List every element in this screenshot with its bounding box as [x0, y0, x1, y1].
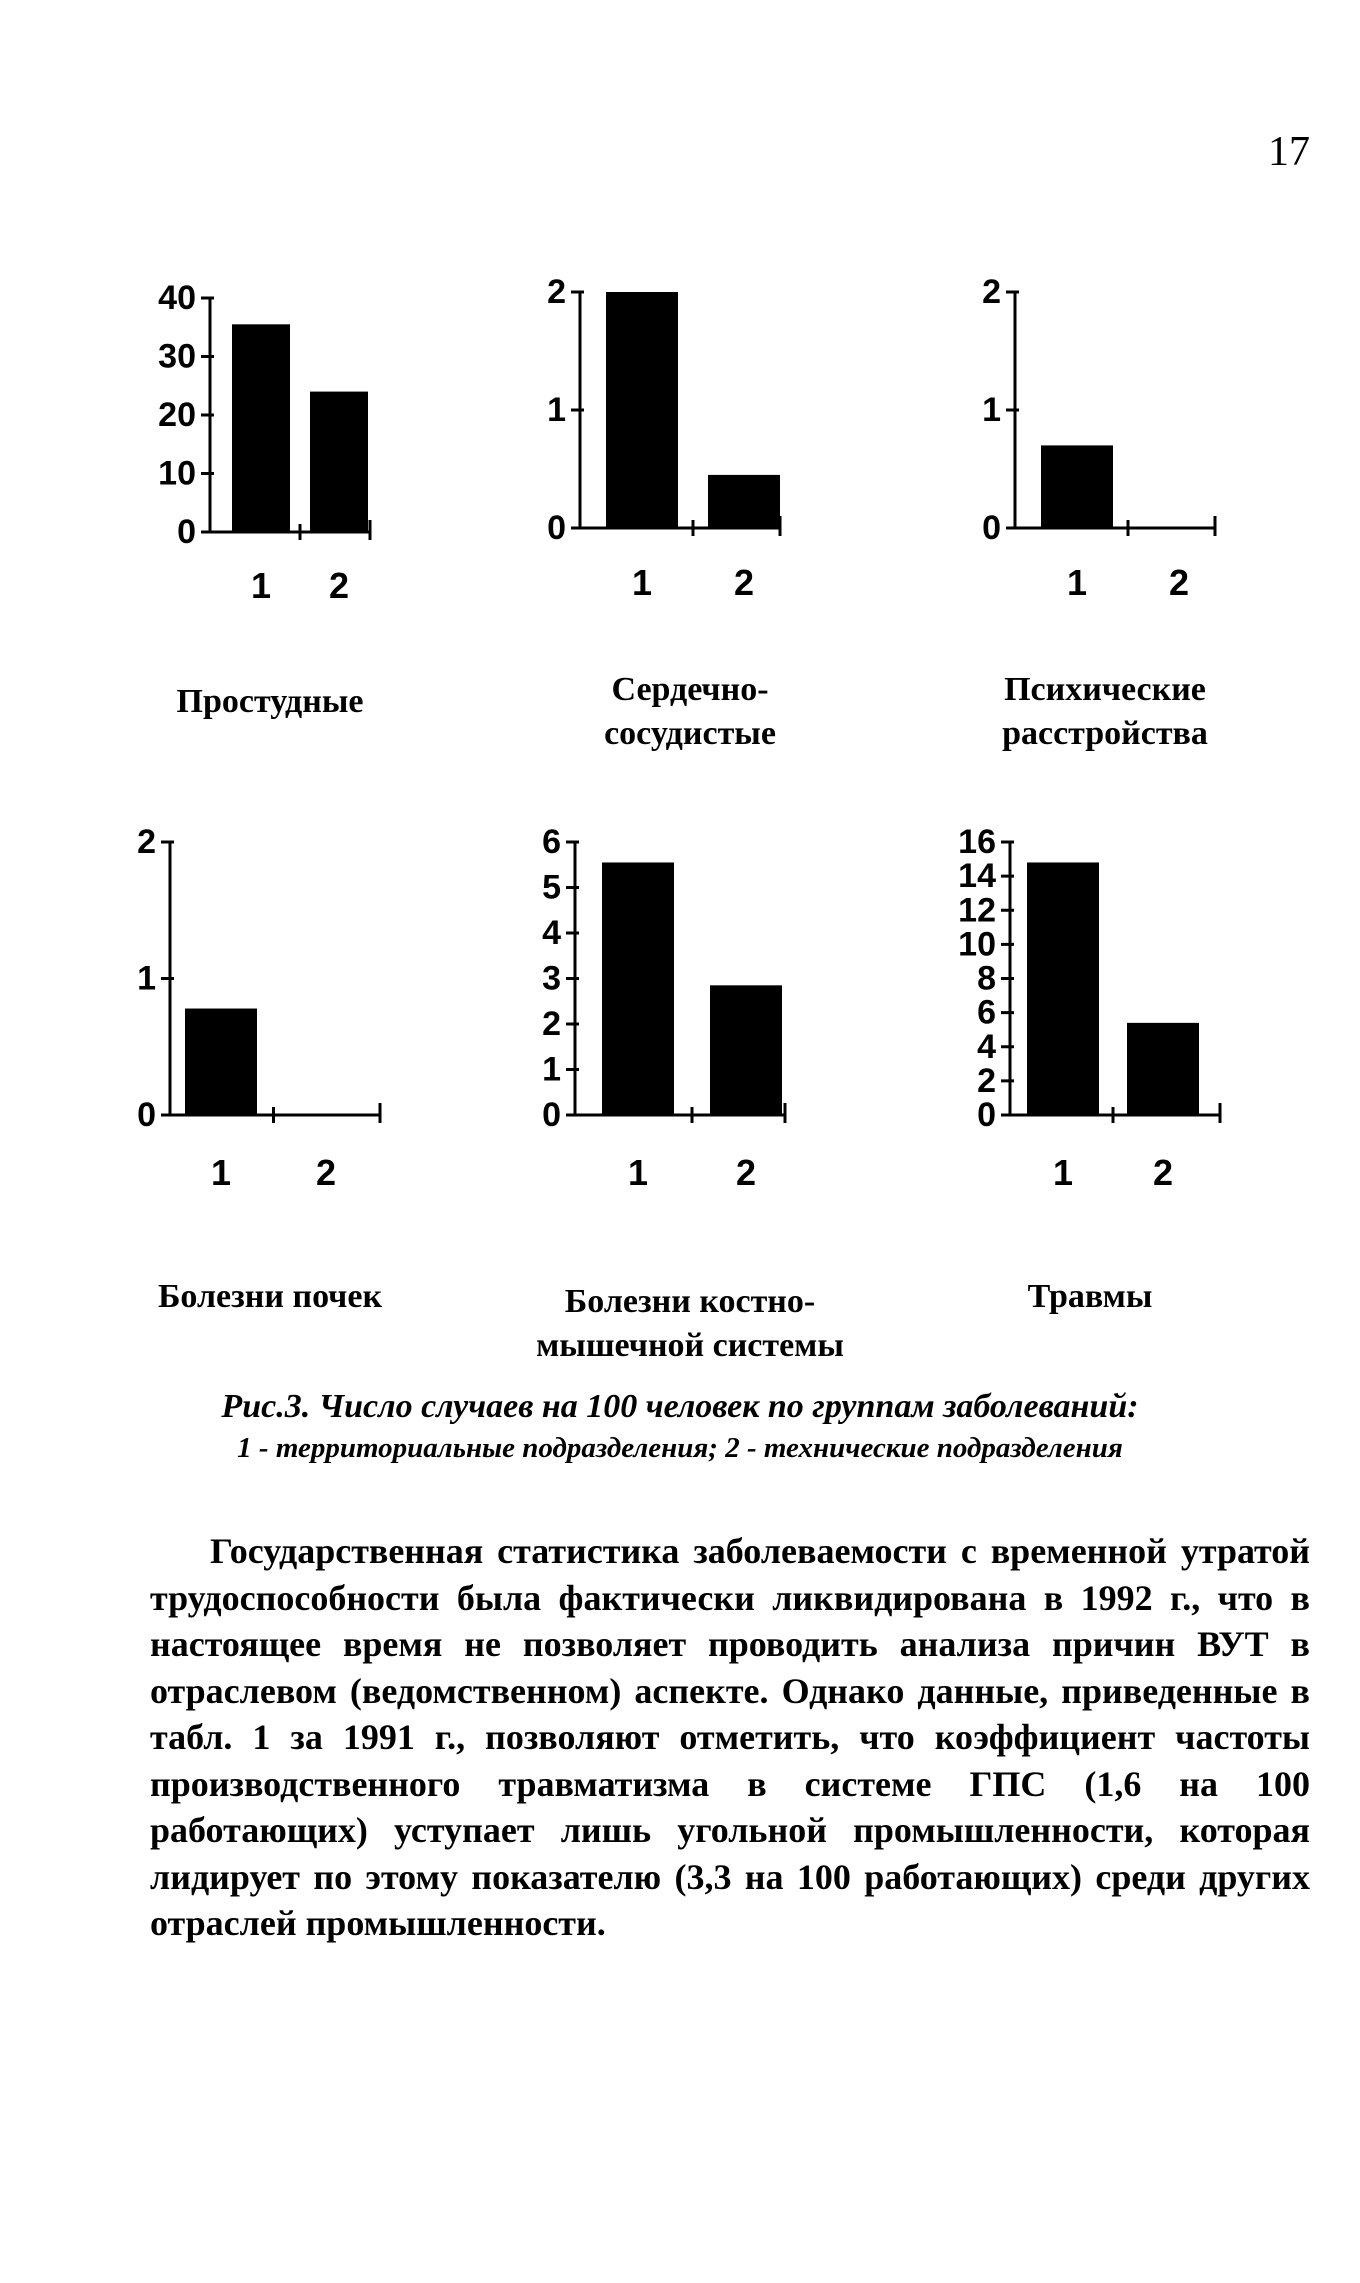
- bar-chart-svg: [520, 820, 840, 1220]
- chart-caption-line: Психические: [1004, 671, 1206, 708]
- bar-chart-svg: [520, 270, 840, 603]
- y-tick-label: 8: [977, 959, 996, 998]
- figure-legend: 1 - территориальные подразделения; 2 - технические подразделения: [237, 1432, 1123, 1464]
- y-tick-label: 0: [137, 1096, 156, 1134]
- chart-caption-line: Сердечно-: [611, 671, 769, 708]
- y-tick-label: 14: [958, 857, 996, 896]
- x-category-label: 1: [631, 562, 653, 603]
- y-tick-label: 2: [982, 273, 1001, 311]
- chart-kostno-myshechnoy: [520, 820, 840, 1193]
- x-category-label: 2: [733, 562, 755, 603]
- chart-caption: [915, 668, 1295, 756]
- y-tick-label: 1: [982, 391, 1001, 429]
- bar-category-2: [708, 475, 780, 528]
- y-tick-label: 6: [977, 993, 996, 1032]
- bar-chart-svg: [120, 270, 440, 606]
- bar-category-1: [602, 862, 674, 1115]
- chart-caption: [900, 1275, 1280, 1319]
- page-number: 17: [1268, 129, 1310, 175]
- y-tick-label: 3: [542, 959, 561, 998]
- chart-caption: [80, 680, 460, 724]
- x-category-label: 2: [1152, 1152, 1174, 1193]
- bar-chart-svg: [115, 820, 435, 1220]
- bar-category-1: [185, 1009, 257, 1115]
- chart-caption-line: расстройства: [1002, 715, 1208, 752]
- chart-caption: [480, 1280, 900, 1368]
- y-tick-label: 1: [137, 959, 156, 998]
- y-tick-label: 2: [542, 1005, 561, 1043]
- x-category-label: 1: [1052, 1152, 1074, 1193]
- y-tick-label: 1: [542, 1050, 561, 1089]
- x-category-label: 1: [210, 1152, 232, 1193]
- y-tick-label: 20: [158, 396, 196, 434]
- x-category-label: 1: [1066, 562, 1088, 603]
- chart-serdechno-sosudistye: [520, 270, 840, 603]
- y-tick-label: 16: [958, 823, 996, 861]
- bar-chart-svg: [955, 270, 1275, 603]
- y-tick-label: 4: [977, 1027, 996, 1066]
- bar-category-2: [710, 985, 782, 1115]
- bar-category-1: [1027, 862, 1099, 1115]
- y-tick-label: 0: [177, 513, 196, 551]
- y-tick-label: 0: [977, 1096, 996, 1134]
- x-category-label: 2: [735, 1152, 757, 1193]
- chart-travmy: [955, 820, 1275, 1193]
- x-category-label: 2: [1168, 562, 1190, 603]
- y-tick-label: 4: [542, 914, 561, 952]
- chart-psikhicheskie: [955, 270, 1275, 603]
- y-tick-label: 12: [958, 891, 996, 930]
- chart-caption-line: Травмы: [1027, 1278, 1153, 1315]
- chart-caption-line: Простудные: [176, 683, 364, 720]
- y-tick-label: 40: [158, 279, 196, 317]
- chart-prostudnye: [120, 270, 440, 606]
- y-tick-label: 10: [158, 454, 196, 493]
- chart-caption-line: сосудистые: [604, 715, 776, 752]
- figure-title: Рис.3. Число случаев на 100 человек по группам заболеваний:: [221, 1388, 1139, 1425]
- y-tick-label: 10: [958, 925, 996, 964]
- x-category-label: 1: [627, 1152, 649, 1193]
- y-tick-label: 2: [137, 823, 156, 861]
- y-tick-label: 6: [542, 823, 561, 861]
- chart-caption-line: мышечной системы: [536, 1327, 844, 1364]
- x-category-label: 2: [315, 1152, 337, 1193]
- chart-caption-line: Болезни костно-: [564, 1283, 816, 1320]
- y-tick-label: 0: [547, 509, 566, 547]
- chart-caption: [500, 668, 880, 756]
- bar-category-1: [606, 292, 678, 528]
- y-tick-label: 5: [542, 868, 561, 907]
- bar-category-1: [232, 324, 290, 532]
- x-category-label: 1: [250, 565, 272, 606]
- chart-bolezni-pochek: [115, 820, 435, 1193]
- y-tick-label: 2: [547, 273, 566, 311]
- y-tick-label: 2: [977, 1061, 996, 1100]
- x-category-label: 2: [328, 565, 350, 606]
- chart-caption: [80, 1275, 460, 1319]
- y-tick-label: 1: [547, 391, 566, 429]
- body-paragraph: Государственная статистика заболеваемости с временной утратой трудоспособности была фактически ликвидирована в 1992 г., что в настоящее время не позволяет проводить анализа причин ВУТ в отраслевом (ведомственном) аспекте. Однако данные, приведенные в табл. 1 за 1991 г., позволяют отметить, что коэффициент частоты производственного травматизма в системе ГПС (1,6 на 100 работающих) уступает лишь угольной промышленности, которая лидирует по этому показателю (3,3 на 100 работающих) среди других отраслей промышленности.: [150, 1531, 1310, 1943]
- y-tick-label: 30: [158, 337, 196, 376]
- chart-caption-line: Болезни почек: [157, 1278, 383, 1315]
- bar-category-2: [1127, 1023, 1199, 1115]
- y-tick-label: 0: [542, 1096, 561, 1134]
- y-tick-label: 0: [982, 509, 1001, 547]
- bar-category-2: [310, 392, 368, 532]
- bar-chart-svg: [955, 820, 1275, 1220]
- bar-category-1: [1041, 445, 1113, 528]
